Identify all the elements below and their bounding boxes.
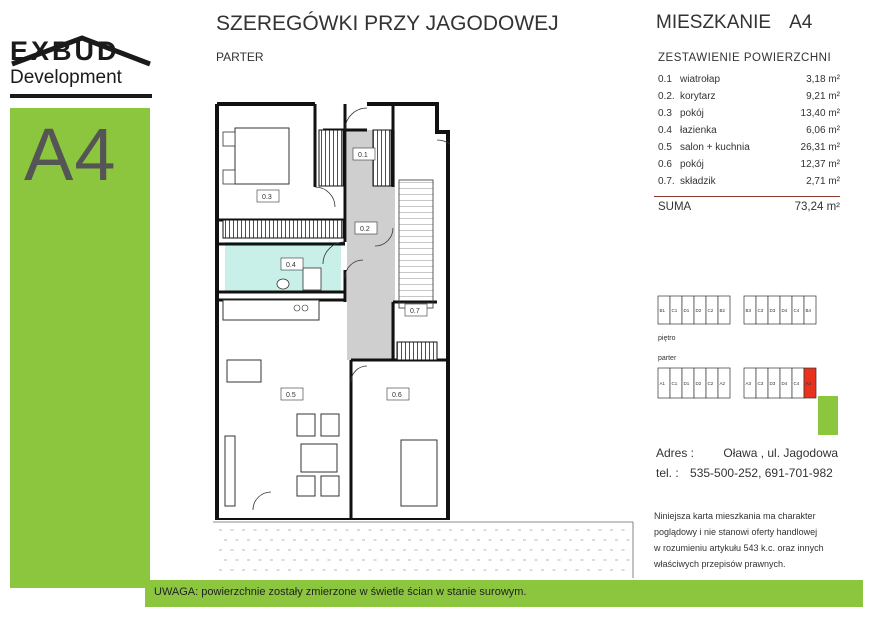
area-value: 2,71 m² bbox=[806, 176, 840, 187]
minimap-unit-label: A4 bbox=[805, 381, 812, 386]
disclaimer-line: właściwych przepisów prawnych. bbox=[654, 559, 786, 569]
project-title: SZEREGÓWKI PRZY JAGODOWEJ bbox=[216, 12, 559, 35]
room-label-02: 0.2 bbox=[360, 226, 370, 233]
wall-hatch bbox=[397, 342, 437, 360]
minimap-unit-label: C3 bbox=[757, 381, 764, 386]
minimap-unit-label: B1 bbox=[659, 308, 666, 313]
floor-label: PARTER bbox=[216, 50, 264, 64]
area-num: 0.1 bbox=[658, 74, 672, 85]
area-value: 3,18 m² bbox=[806, 74, 840, 85]
minimap-unit-label: C4 bbox=[793, 308, 800, 313]
disclaimer-line: poglądowy i nie stanowi oferty handlowej bbox=[654, 527, 818, 537]
area-num: 0.7. bbox=[658, 176, 675, 187]
area-row bbox=[658, 142, 840, 156]
address-value: Oława , ul. Jagodowa bbox=[723, 446, 839, 460]
area-name: pokój bbox=[680, 159, 704, 170]
minimap-unit-label: C4 bbox=[793, 381, 800, 386]
area-num: 0.4 bbox=[658, 125, 672, 136]
floor-plan bbox=[205, 92, 450, 522]
disclaimer-line: w rozumieniu artykułu 543 k.c. oraz innych bbox=[654, 543, 824, 553]
sum-label: SUMA bbox=[658, 201, 692, 213]
area-name: salon + kuchnia bbox=[680, 142, 750, 153]
phone-line bbox=[656, 466, 866, 480]
area-value: 26,31 m² bbox=[800, 142, 840, 153]
armchair-icon bbox=[297, 476, 315, 496]
wall-hatch bbox=[319, 130, 343, 186]
unit-heading-label: MIESZKANIE bbox=[656, 12, 772, 33]
minimap-garden bbox=[818, 396, 838, 435]
minimap-lower-label: parter bbox=[658, 355, 677, 362]
room-label-07: 0.7 bbox=[410, 308, 420, 315]
kitchen-counter bbox=[223, 300, 319, 320]
phone-value: 535-500-252, 691-701-982 bbox=[690, 466, 833, 480]
sum-value: 73,24 m² bbox=[794, 201, 840, 213]
minimap-unit-label: C1 bbox=[671, 381, 678, 386]
area-num: 0.6 bbox=[658, 159, 672, 170]
staircase bbox=[399, 180, 433, 308]
area-row bbox=[658, 159, 840, 173]
minimap-unit-label: A3 bbox=[745, 381, 752, 386]
disclaimer-line: Niniejsza karta mieszkania ma charakter bbox=[654, 511, 816, 521]
area-name: pokój bbox=[680, 108, 704, 119]
minimap-unit-label: B3 bbox=[745, 308, 752, 313]
minimap-unit-label: D4 bbox=[781, 381, 788, 386]
armchair-icon bbox=[321, 476, 339, 496]
areas-table-title: ZESTAWIENIE POWIERZCHNI bbox=[658, 52, 832, 64]
disclaimer bbox=[654, 508, 854, 572]
dining-table-icon bbox=[227, 360, 261, 382]
minimap-lower-row bbox=[658, 368, 816, 398]
brand-underline bbox=[10, 94, 152, 98]
minimap-unit-label: B2 bbox=[719, 308, 726, 313]
area-name: łazienka bbox=[680, 125, 717, 136]
area-name: korytarz bbox=[680, 91, 716, 102]
bed-icon bbox=[235, 128, 289, 184]
unit-heading-code: A4 bbox=[789, 12, 813, 33]
room-label-05: 0.5 bbox=[286, 392, 296, 399]
minimap-unit-label: C2 bbox=[707, 381, 714, 386]
area-name: składzik bbox=[680, 176, 716, 187]
area-value: 9,21 m² bbox=[806, 91, 840, 102]
address-label: Adres : bbox=[656, 446, 695, 460]
shower-icon bbox=[303, 268, 321, 290]
area-value: 12,37 m² bbox=[800, 159, 840, 170]
minimap-unit-label: B4 bbox=[805, 308, 812, 313]
area-row bbox=[658, 125, 840, 139]
area-row bbox=[658, 74, 840, 88]
brand-name: EXBUD bbox=[10, 36, 120, 66]
area-name: wiatrołap bbox=[680, 74, 721, 85]
area-num: 0.2. bbox=[658, 91, 675, 102]
armchair-icon bbox=[297, 414, 315, 436]
wall-hatch bbox=[373, 130, 391, 186]
minimap-unit-label: D2 bbox=[695, 381, 702, 386]
warning-text: UWAGA: powierzchnie zostały zmierzone w świetle ścian w stanie surowym. bbox=[154, 586, 527, 598]
sum-divider bbox=[654, 196, 840, 197]
nightstand-icon bbox=[223, 170, 235, 184]
area-num: 0.5 bbox=[658, 142, 672, 153]
minimap-unit-label: A1 bbox=[659, 381, 666, 386]
room-label-04: 0.4 bbox=[286, 262, 296, 269]
minimap-unit-label: C1 bbox=[671, 308, 678, 313]
area-row bbox=[658, 176, 840, 190]
minimap-unit-label: D2 bbox=[695, 308, 702, 313]
minimap-unit-label: D3 bbox=[769, 381, 776, 386]
brand-subtitle: Development bbox=[10, 67, 122, 88]
area-value: 13,40 m² bbox=[800, 108, 840, 119]
sofa-icon bbox=[225, 436, 235, 506]
nightstand-icon bbox=[223, 132, 235, 146]
armchair-icon bbox=[321, 414, 339, 436]
minimap-upper-row bbox=[658, 296, 816, 324]
room-label-01: 0.1 bbox=[358, 152, 368, 159]
minimap-unit-label: D1 bbox=[683, 381, 690, 386]
wardrobe-hatch bbox=[223, 220, 343, 238]
minimap-unit-label: C2 bbox=[707, 308, 714, 313]
bed-icon bbox=[401, 440, 437, 506]
minimap-unit-label: D3 bbox=[769, 308, 776, 313]
room-label-06: 0.6 bbox=[392, 392, 402, 399]
area-row bbox=[658, 91, 840, 105]
area-num: 0.3 bbox=[658, 108, 672, 119]
site-minimap bbox=[652, 292, 842, 437]
coffee-table-icon bbox=[301, 444, 337, 472]
unit-code-large: A4 bbox=[24, 113, 117, 196]
minimap-unit-label: D1 bbox=[683, 308, 690, 313]
area-value: 6,06 m² bbox=[806, 125, 840, 136]
area-row bbox=[658, 108, 840, 122]
minimap-upper-label: piętro bbox=[658, 335, 676, 342]
address-line bbox=[656, 446, 856, 460]
minimap-unit-label: D4 bbox=[781, 308, 788, 313]
areas-sum-row bbox=[658, 201, 840, 217]
minimap-unit-label: A2 bbox=[719, 381, 726, 386]
minimap-unit-label: C3 bbox=[757, 308, 764, 313]
phone-label: tel. : bbox=[656, 466, 679, 480]
room-label-03: 0.3 bbox=[262, 194, 272, 201]
toilet-icon bbox=[277, 279, 289, 289]
unit-heading bbox=[656, 12, 812, 34]
